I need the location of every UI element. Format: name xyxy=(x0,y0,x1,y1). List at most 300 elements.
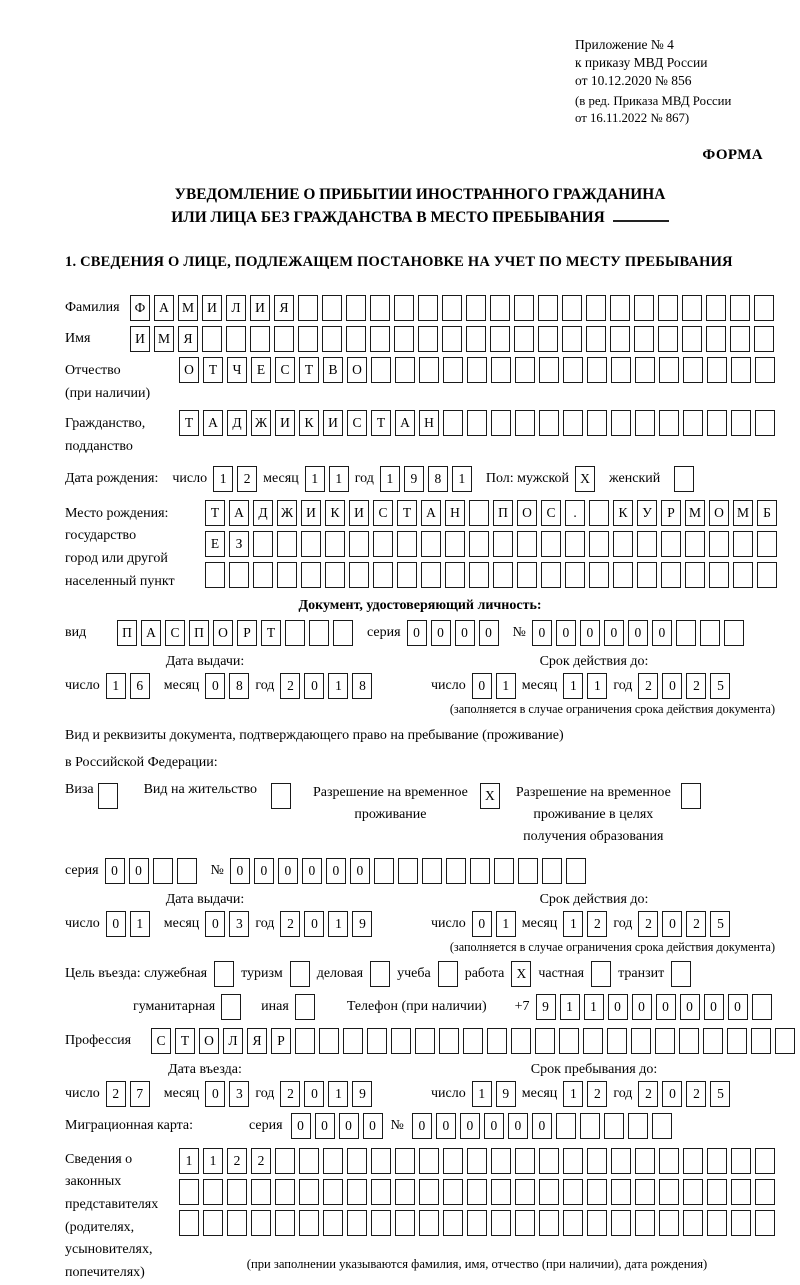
char-cell[interactable] xyxy=(542,858,562,884)
char-cell[interactable] xyxy=(683,1148,703,1174)
guardians-input-line3[interactable] xyxy=(179,1210,775,1236)
char-cell[interactable]: 0 xyxy=(407,620,427,646)
surname-input[interactable] xyxy=(130,295,774,321)
char-cell[interactable] xyxy=(655,1028,675,1054)
purpose-private-checkbox[interactable] xyxy=(591,961,611,987)
char-cell[interactable] xyxy=(299,1148,319,1174)
char-cell[interactable] xyxy=(659,357,679,383)
char-cell[interactable]: X xyxy=(575,466,595,492)
char-cell[interactable] xyxy=(515,1179,535,1205)
char-cell[interactable]: У xyxy=(637,500,657,526)
char-cell[interactable] xyxy=(373,531,393,557)
char-cell[interactable] xyxy=(563,1179,583,1205)
entry-month-input[interactable] xyxy=(205,1081,249,1107)
char-cell[interactable]: 1 xyxy=(203,1148,223,1174)
char-cell[interactable] xyxy=(319,1028,339,1054)
char-cell[interactable]: 1 xyxy=(179,1148,199,1174)
id-issue-day-input[interactable] xyxy=(106,673,150,699)
char-cell[interactable]: 1 xyxy=(563,1081,583,1107)
char-cell[interactable] xyxy=(203,1210,223,1236)
char-cell[interactable] xyxy=(659,410,679,436)
char-cell[interactable]: Т xyxy=(299,357,319,383)
char-cell[interactable] xyxy=(419,1179,439,1205)
char-cell[interactable]: 0 xyxy=(484,1113,504,1139)
char-cell[interactable] xyxy=(685,531,705,557)
char-cell[interactable] xyxy=(467,1179,487,1205)
visa-checkbox[interactable] xyxy=(98,783,118,809)
char-cell[interactable] xyxy=(395,1179,415,1205)
char-cell[interactable] xyxy=(757,562,777,588)
char-cell[interactable] xyxy=(628,1113,648,1139)
char-cell[interactable]: 0 xyxy=(278,858,298,884)
char-cell[interactable] xyxy=(309,620,329,646)
char-cell[interactable] xyxy=(295,1028,315,1054)
char-cell[interactable] xyxy=(325,562,345,588)
char-cell[interactable] xyxy=(469,500,489,526)
char-cell[interactable]: Я xyxy=(247,1028,267,1054)
char-cell[interactable] xyxy=(250,326,270,352)
char-cell[interactable]: 0 xyxy=(254,858,274,884)
char-cell[interactable]: Т xyxy=(205,500,225,526)
char-cell[interactable] xyxy=(731,1148,751,1174)
char-cell[interactable]: 1 xyxy=(328,1081,348,1107)
char-cell[interactable] xyxy=(707,1210,727,1236)
char-cell[interactable] xyxy=(301,531,321,557)
char-cell[interactable] xyxy=(442,295,462,321)
char-cell[interactable]: 8 xyxy=(352,673,372,699)
char-cell[interactable] xyxy=(253,531,273,557)
char-cell[interactable]: 0 xyxy=(472,911,492,937)
char-cell[interactable]: 0 xyxy=(106,911,126,937)
patronymic-input[interactable] xyxy=(179,357,775,383)
char-cell[interactable] xyxy=(541,562,561,588)
char-cell[interactable] xyxy=(751,1028,771,1054)
char-cell[interactable] xyxy=(442,326,462,352)
char-cell[interactable] xyxy=(418,326,438,352)
char-cell[interactable] xyxy=(274,326,294,352)
char-cell[interactable] xyxy=(674,466,694,492)
char-cell[interactable] xyxy=(419,1210,439,1236)
char-cell[interactable] xyxy=(226,326,246,352)
char-cell[interactable] xyxy=(227,1210,247,1236)
char-cell[interactable] xyxy=(469,562,489,588)
purpose-official-checkbox[interactable] xyxy=(214,961,234,987)
char-cell[interactable] xyxy=(607,1028,627,1054)
char-cell[interactable] xyxy=(587,1210,607,1236)
char-cell[interactable]: Я xyxy=(274,295,294,321)
char-cell[interactable] xyxy=(659,1148,679,1174)
char-cell[interactable]: 2 xyxy=(280,1081,300,1107)
char-cell[interactable] xyxy=(731,1179,751,1205)
char-cell[interactable]: 1 xyxy=(328,673,348,699)
char-cell[interactable]: С xyxy=(275,357,295,383)
char-cell[interactable] xyxy=(333,620,353,646)
char-cell[interactable] xyxy=(394,326,414,352)
stay-day-input[interactable] xyxy=(472,1081,516,1107)
char-cell[interactable] xyxy=(538,295,558,321)
temp-residence-edu-checkbox[interactable] xyxy=(681,783,701,809)
char-cell[interactable] xyxy=(539,1148,559,1174)
char-cell[interactable] xyxy=(443,410,463,436)
char-cell[interactable] xyxy=(730,326,750,352)
char-cell[interactable]: . xyxy=(565,500,585,526)
purpose-humanitarian-checkbox[interactable] xyxy=(221,994,241,1020)
purpose-business-checkbox[interactable] xyxy=(370,961,390,987)
purpose-study-checkbox[interactable] xyxy=(438,961,458,987)
char-cell[interactable]: 1 xyxy=(452,466,472,492)
char-cell[interactable] xyxy=(755,1210,775,1236)
char-cell[interactable]: 0 xyxy=(662,673,682,699)
char-cell[interactable]: 2 xyxy=(638,1081,658,1107)
id-doc-series-input[interactable] xyxy=(407,620,499,646)
char-cell[interactable] xyxy=(517,562,537,588)
char-cell[interactable] xyxy=(421,562,441,588)
char-cell[interactable] xyxy=(463,1028,483,1054)
char-cell[interactable]: X xyxy=(511,961,531,987)
char-cell[interactable] xyxy=(493,531,513,557)
char-cell[interactable] xyxy=(395,1148,415,1174)
char-cell[interactable] xyxy=(539,1210,559,1236)
char-cell[interactable] xyxy=(275,1148,295,1174)
char-cell[interactable]: Е xyxy=(205,531,225,557)
char-cell[interactable]: 2 xyxy=(638,673,658,699)
guardians-input-line2[interactable] xyxy=(179,1179,775,1205)
char-cell[interactable] xyxy=(490,326,510,352)
char-cell[interactable] xyxy=(676,620,696,646)
char-cell[interactable]: О xyxy=(709,500,729,526)
char-cell[interactable] xyxy=(275,1179,295,1205)
char-cell[interactable] xyxy=(301,562,321,588)
char-cell[interactable] xyxy=(589,562,609,588)
char-cell[interactable]: 0 xyxy=(580,620,600,646)
char-cell[interactable]: Т xyxy=(203,357,223,383)
char-cell[interactable]: 0 xyxy=(350,858,370,884)
char-cell[interactable] xyxy=(752,994,772,1020)
char-cell[interactable]: 9 xyxy=(404,466,424,492)
char-cell[interactable] xyxy=(370,961,390,987)
char-cell[interactable]: 0 xyxy=(628,620,648,646)
char-cell[interactable]: Д xyxy=(253,500,273,526)
char-cell[interactable] xyxy=(443,1179,463,1205)
char-cell[interactable] xyxy=(659,1179,679,1205)
char-cell[interactable]: 0 xyxy=(230,858,250,884)
char-cell[interactable]: 1 xyxy=(472,1081,492,1107)
char-cell[interactable]: 0 xyxy=(455,620,475,646)
char-cell[interactable]: 1 xyxy=(213,466,233,492)
char-cell[interactable]: К xyxy=(325,500,345,526)
char-cell[interactable] xyxy=(671,961,691,987)
char-cell[interactable] xyxy=(755,1179,775,1205)
char-cell[interactable] xyxy=(610,295,630,321)
char-cell[interactable]: Р xyxy=(271,1028,291,1054)
id-expiry-day-input[interactable] xyxy=(472,673,516,699)
char-cell[interactable] xyxy=(682,326,702,352)
char-cell[interactable] xyxy=(724,620,744,646)
char-cell[interactable] xyxy=(394,295,414,321)
char-cell[interactable]: 1 xyxy=(106,673,126,699)
char-cell[interactable] xyxy=(635,1179,655,1205)
char-cell[interactable]: 5 xyxy=(710,1081,730,1107)
char-cell[interactable] xyxy=(559,1028,579,1054)
char-cell[interactable]: И xyxy=(202,295,222,321)
char-cell[interactable]: И xyxy=(323,410,343,436)
char-cell[interactable] xyxy=(325,531,345,557)
char-cell[interactable]: 0 xyxy=(431,620,451,646)
char-cell[interactable]: 0 xyxy=(436,1113,456,1139)
char-cell[interactable]: С xyxy=(541,500,561,526)
char-cell[interactable] xyxy=(491,1148,511,1174)
char-cell[interactable]: 5 xyxy=(710,673,730,699)
char-cell[interactable] xyxy=(566,858,586,884)
char-cell[interactable]: Т xyxy=(175,1028,195,1054)
char-cell[interactable] xyxy=(445,531,465,557)
stay-month-input[interactable] xyxy=(563,1081,607,1107)
char-cell[interactable] xyxy=(439,1028,459,1054)
char-cell[interactable] xyxy=(658,295,678,321)
char-cell[interactable] xyxy=(221,994,241,1020)
char-cell[interactable] xyxy=(371,1148,391,1174)
char-cell[interactable]: А xyxy=(395,410,415,436)
char-cell[interactable]: 0 xyxy=(412,1113,432,1139)
char-cell[interactable]: Т xyxy=(261,620,281,646)
entry-day-input[interactable] xyxy=(106,1081,150,1107)
char-cell[interactable] xyxy=(347,1210,367,1236)
char-cell[interactable] xyxy=(515,357,535,383)
char-cell[interactable] xyxy=(367,1028,387,1054)
char-cell[interactable]: О xyxy=(179,357,199,383)
char-cell[interactable]: А xyxy=(421,500,441,526)
char-cell[interactable]: 2 xyxy=(686,673,706,699)
char-cell[interactable]: 1 xyxy=(496,911,516,937)
char-cell[interactable]: И xyxy=(349,500,369,526)
char-cell[interactable] xyxy=(539,410,559,436)
permit-issue-day-input[interactable] xyxy=(106,911,150,937)
char-cell[interactable] xyxy=(487,1028,507,1054)
guardians-input-line1[interactable] xyxy=(179,1148,775,1174)
char-cell[interactable] xyxy=(343,1028,363,1054)
id-doc-number-input[interactable] xyxy=(532,620,744,646)
char-cell[interactable] xyxy=(755,1148,775,1174)
char-cell[interactable]: И xyxy=(250,295,270,321)
char-cell[interactable]: 1 xyxy=(328,911,348,937)
char-cell[interactable] xyxy=(275,1210,295,1236)
char-cell[interactable] xyxy=(661,531,681,557)
char-cell[interactable]: Ж xyxy=(277,500,297,526)
permit-issue-month-input[interactable] xyxy=(205,911,249,937)
profession-input[interactable] xyxy=(151,1028,795,1054)
char-cell[interactable] xyxy=(422,858,442,884)
char-cell[interactable] xyxy=(757,531,777,557)
char-cell[interactable] xyxy=(349,562,369,588)
citizenship-input[interactable] xyxy=(179,410,775,436)
char-cell[interactable] xyxy=(637,531,657,557)
char-cell[interactable]: К xyxy=(613,500,633,526)
char-cell[interactable] xyxy=(589,500,609,526)
char-cell[interactable]: 1 xyxy=(560,994,580,1020)
char-cell[interactable] xyxy=(323,1210,343,1236)
char-cell[interactable]: 0 xyxy=(472,673,492,699)
id-expiry-year-input[interactable] xyxy=(638,673,730,699)
char-cell[interactable]: Л xyxy=(226,295,246,321)
char-cell[interactable]: 0 xyxy=(129,858,149,884)
char-cell[interactable] xyxy=(634,295,654,321)
char-cell[interactable]: 9 xyxy=(536,994,556,1020)
char-cell[interactable] xyxy=(285,620,305,646)
char-cell[interactable] xyxy=(611,357,631,383)
char-cell[interactable]: 0 xyxy=(326,858,346,884)
char-cell[interactable]: М xyxy=(685,500,705,526)
char-cell[interactable] xyxy=(179,1179,199,1205)
char-cell[interactable]: 0 xyxy=(532,1113,552,1139)
char-cell[interactable] xyxy=(754,326,774,352)
char-cell[interactable] xyxy=(271,783,291,809)
char-cell[interactable]: 2 xyxy=(638,911,658,937)
char-cell[interactable] xyxy=(370,295,390,321)
permit-expiry-month-input[interactable] xyxy=(563,911,607,937)
char-cell[interactable] xyxy=(587,1148,607,1174)
char-cell[interactable]: 0 xyxy=(291,1113,311,1139)
char-cell[interactable]: 2 xyxy=(280,673,300,699)
char-cell[interactable]: С xyxy=(165,620,185,646)
id-issue-month-input[interactable] xyxy=(205,673,249,699)
char-cell[interactable] xyxy=(298,326,318,352)
char-cell[interactable] xyxy=(322,295,342,321)
char-cell[interactable]: М xyxy=(733,500,753,526)
char-cell[interactable] xyxy=(373,562,393,588)
char-cell[interactable]: 1 xyxy=(563,673,583,699)
char-cell[interactable] xyxy=(470,858,490,884)
char-cell[interactable]: 0 xyxy=(728,994,748,1020)
char-cell[interactable]: 6 xyxy=(130,673,150,699)
char-cell[interactable]: 0 xyxy=(205,911,225,937)
char-cell[interactable] xyxy=(683,410,703,436)
char-cell[interactable]: 9 xyxy=(352,1081,372,1107)
entry-year-input[interactable] xyxy=(280,1081,372,1107)
char-cell[interactable]: Б xyxy=(757,500,777,526)
char-cell[interactable]: 2 xyxy=(587,911,607,937)
char-cell[interactable]: И xyxy=(130,326,150,352)
char-cell[interactable] xyxy=(707,410,727,436)
char-cell[interactable]: Т xyxy=(179,410,199,436)
char-cell[interactable] xyxy=(589,531,609,557)
birth-year-input[interactable] xyxy=(380,466,472,492)
char-cell[interactable] xyxy=(587,410,607,436)
char-cell[interactable] xyxy=(733,531,753,557)
permit-series-input[interactable] xyxy=(105,858,197,884)
char-cell[interactable] xyxy=(467,1210,487,1236)
char-cell[interactable] xyxy=(515,1148,535,1174)
char-cell[interactable] xyxy=(347,1148,367,1174)
char-cell[interactable] xyxy=(491,1210,511,1236)
char-cell[interactable] xyxy=(323,1148,343,1174)
migration-number-input[interactable] xyxy=(412,1113,672,1139)
char-cell[interactable]: X xyxy=(480,783,500,809)
char-cell[interactable]: Ч xyxy=(227,357,247,383)
char-cell[interactable]: 0 xyxy=(315,1113,335,1139)
char-cell[interactable] xyxy=(604,1113,624,1139)
char-cell[interactable] xyxy=(322,326,342,352)
char-cell[interactable]: И xyxy=(301,500,321,526)
char-cell[interactable]: 2 xyxy=(237,466,257,492)
char-cell[interactable] xyxy=(635,410,655,436)
char-cell[interactable] xyxy=(418,295,438,321)
char-cell[interactable] xyxy=(371,1179,391,1205)
char-cell[interactable] xyxy=(298,295,318,321)
char-cell[interactable]: 2 xyxy=(280,911,300,937)
char-cell[interactable]: М xyxy=(178,295,198,321)
char-cell[interactable] xyxy=(98,783,118,809)
char-cell[interactable] xyxy=(467,357,487,383)
char-cell[interactable] xyxy=(443,1148,463,1174)
char-cell[interactable]: О xyxy=(199,1028,219,1054)
char-cell[interactable]: Т xyxy=(371,410,391,436)
char-cell[interactable] xyxy=(709,562,729,588)
char-cell[interactable] xyxy=(177,858,197,884)
char-cell[interactable] xyxy=(685,562,705,588)
char-cell[interactable] xyxy=(683,357,703,383)
char-cell[interactable]: 8 xyxy=(229,673,249,699)
char-cell[interactable]: 3 xyxy=(229,911,249,937)
char-cell[interactable] xyxy=(398,858,418,884)
char-cell[interactable] xyxy=(467,410,487,436)
char-cell[interactable]: 0 xyxy=(508,1113,528,1139)
char-cell[interactable]: К xyxy=(299,410,319,436)
name-input[interactable] xyxy=(130,326,774,352)
char-cell[interactable]: О xyxy=(347,357,367,383)
char-cell[interactable] xyxy=(611,410,631,436)
char-cell[interactable] xyxy=(443,1210,463,1236)
char-cell[interactable] xyxy=(635,1210,655,1236)
char-cell[interactable]: 0 xyxy=(105,858,125,884)
char-cell[interactable]: А xyxy=(203,410,223,436)
char-cell[interactable]: 0 xyxy=(662,911,682,937)
char-cell[interactable] xyxy=(635,357,655,383)
char-cell[interactable] xyxy=(563,1210,583,1236)
char-cell[interactable] xyxy=(706,326,726,352)
char-cell[interactable] xyxy=(253,562,273,588)
char-cell[interactable]: 2 xyxy=(251,1148,271,1174)
char-cell[interactable]: В xyxy=(323,357,343,383)
char-cell[interactable]: 0 xyxy=(363,1113,383,1139)
char-cell[interactable] xyxy=(445,562,465,588)
char-cell[interactable] xyxy=(683,1179,703,1205)
birth-place-input-line1[interactable] xyxy=(205,500,777,526)
char-cell[interactable] xyxy=(397,562,417,588)
char-cell[interactable] xyxy=(709,531,729,557)
char-cell[interactable]: 9 xyxy=(496,1081,516,1107)
char-cell[interactable] xyxy=(658,326,678,352)
char-cell[interactable] xyxy=(775,1028,795,1054)
char-cell[interactable] xyxy=(611,1148,631,1174)
temp-residence-checkbox[interactable] xyxy=(480,783,500,809)
birth-place-input-line2[interactable] xyxy=(205,531,777,557)
purpose-work-checkbox[interactable] xyxy=(511,961,531,987)
char-cell[interactable]: 0 xyxy=(608,994,628,1020)
char-cell[interactable]: Д xyxy=(227,410,247,436)
char-cell[interactable] xyxy=(517,531,537,557)
permit-issue-year-input[interactable] xyxy=(280,911,372,937)
char-cell[interactable]: П xyxy=(117,620,137,646)
birth-place-input-line3[interactable] xyxy=(205,562,777,588)
char-cell[interactable] xyxy=(421,531,441,557)
char-cell[interactable] xyxy=(707,357,727,383)
char-cell[interactable] xyxy=(755,357,775,383)
char-cell[interactable]: Е xyxy=(251,357,271,383)
char-cell[interactable]: С xyxy=(373,500,393,526)
purpose-transit-checkbox[interactable] xyxy=(671,961,691,987)
char-cell[interactable] xyxy=(346,326,366,352)
char-cell[interactable] xyxy=(591,961,611,987)
